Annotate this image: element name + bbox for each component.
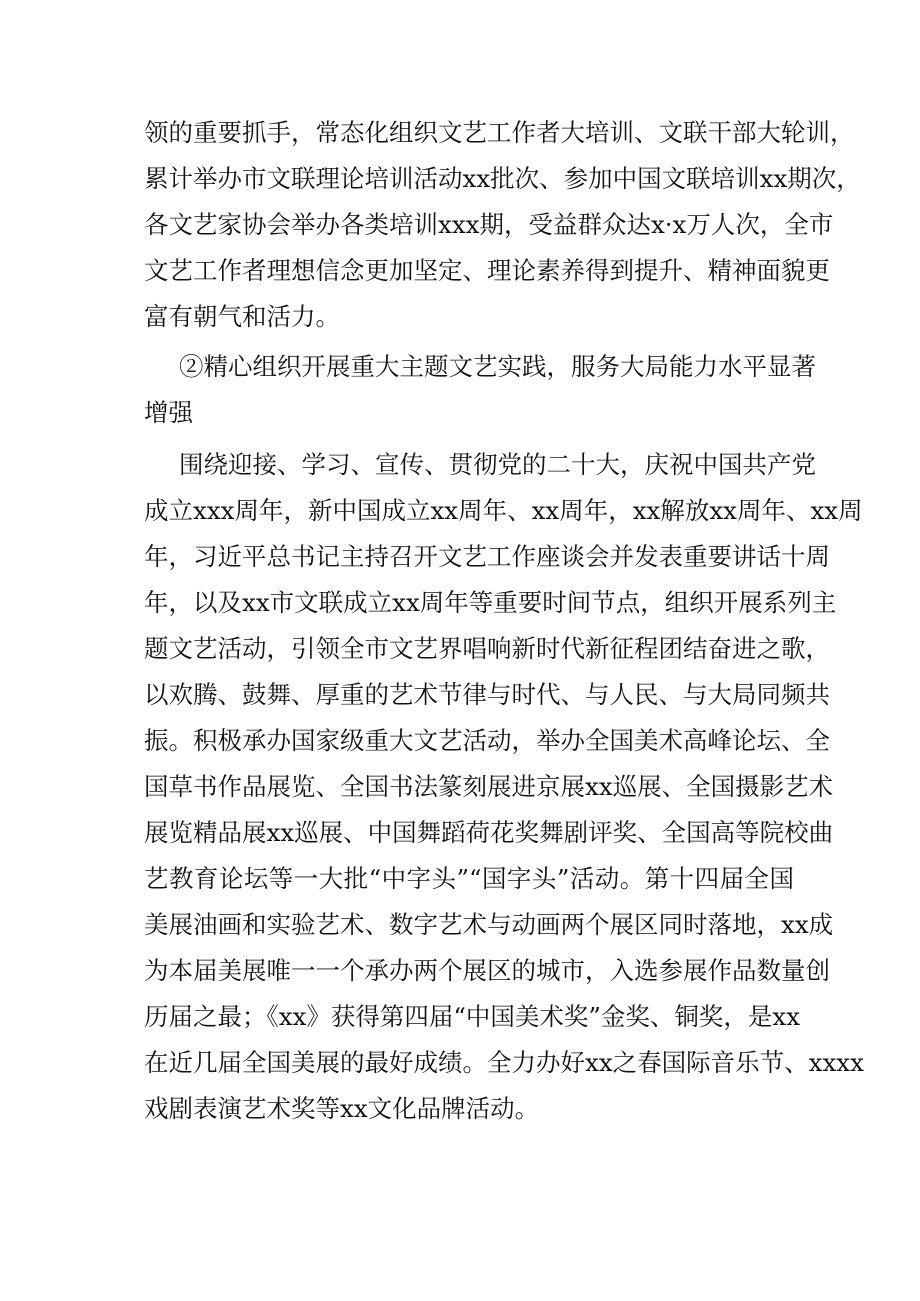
text-line: 围绕迎接、学习、宣传、贯彻党的二十大，庆祝中国共产党 <box>179 450 816 479</box>
text-line: 振。积极承办国家级重大文艺活动，举办全国美术高峰论坛、全 <box>144 726 830 755</box>
paragraph-themes <box>144 442 864 1132</box>
text-line: 年，以及xx市文联成立xx周年等重要时间节点，组织开展系列主 <box>144 588 837 617</box>
text-line: 艺教育论坛等一大批“中字头”“国字头”活动。第十四届全国 <box>144 864 794 893</box>
text-line: 戏剧表演艺术奖等xx文化品牌活动。 <box>144 1094 540 1123</box>
text-line: 为本届美展唯一一个承办两个展区的城市，入选参展作品数量创 <box>144 956 830 985</box>
text-line: 年，习近平总书记主持召开文艺工作座谈会并发表重要讲话十周 <box>144 542 830 571</box>
text-line: 展览精品展xx巡展、中国舞蹈荷花奖舞剧评奖、全国高等院校曲 <box>144 818 834 847</box>
text-line: 美展油画和实验艺术、数字艺术与动画两个展区同时落地，xx成 <box>144 910 834 939</box>
text-line: 领的重要抓手，常态化组织文艺工作者大培训、文联干部大轮训， <box>144 118 855 147</box>
text-line: 题文艺活动，引领全市文艺界唱响新时代新征程团结奋进之歌， <box>144 634 830 663</box>
section-heading <box>144 344 816 436</box>
text-line: 历届之最；《xx》获得第四届“中国美术奖”金奖、铜奖，是xx <box>144 1002 801 1031</box>
paragraph-training <box>144 110 861 340</box>
text-line: 国草书作品展览、全国书法篆刻展进京展xx巡展、全国摄影艺术 <box>144 772 834 801</box>
text-line: 富有朝气和活力。 <box>144 302 340 331</box>
text-line: 文艺工作者理想信念更加坚定、理论素养得到提升、精神面貌更 <box>144 256 830 285</box>
text-line: 在近几届全国美展的最好成绩。全力办好xx之春国际音乐节、xxxx <box>144 1048 864 1077</box>
body-text <box>144 110 864 1132</box>
text-line: 各文艺家协会举办各类培训xxx期，受益群众达x·x万人次，全市 <box>144 210 834 239</box>
heading-line: ②精心组织开展重大主题文艺实践，服务大局能力水平显著 <box>179 352 816 381</box>
text-line: 成立xxx周年，新中国成立xx周年、xx周年，xx解放xx周年、xx周 <box>144 496 863 525</box>
heading-line: 增强 <box>144 398 193 427</box>
text-line: 以欢腾、鼓舞、厚重的艺术节律与时代、与人民、与大局同频共 <box>144 680 830 709</box>
text-line: 累计举办市文联理论培训活动xx批次、参加中国文联培训xx期次， <box>144 164 861 193</box>
